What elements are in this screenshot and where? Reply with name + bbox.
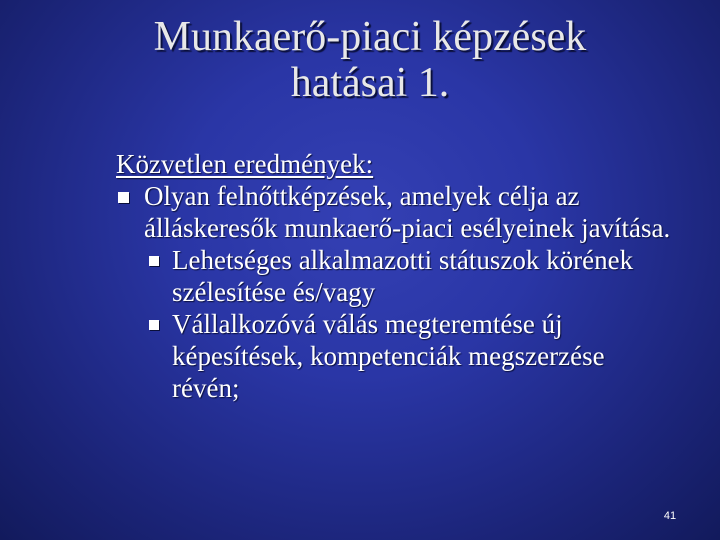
square-bullet-icon: [118, 192, 129, 203]
slide-title-line-1: Munkaerő-piaci képzések: [153, 14, 587, 60]
bullet-item: [116, 180, 676, 244]
sub-bullet-item: [146, 244, 676, 308]
subheading: Közvetlen eredmények:: [116, 149, 374, 179]
slide-title-line-2: hatásai 1.: [290, 60, 450, 106]
bullet-text: Olyan felnőttképzések, amelyek célja az álláskeresők munkaerő-piaci esélyeinek javítása.: [144, 181, 671, 243]
sub-bullet-text: Lehetséges alkalmazotti státuszok körének szélesítése és/vagy: [172, 245, 634, 307]
page-number: 41: [663, 510, 677, 522]
slide-title: [60, 14, 680, 106]
sub-bullet-item: [146, 308, 676, 404]
square-bullet-icon: [149, 256, 159, 266]
sub-bullet-text: Vállalkozóvá válás megteremtése új képesítések, kompetenciák megszerzése révén;: [172, 309, 605, 403]
square-bullet-icon: [149, 320, 159, 330]
slide-body: [116, 148, 676, 404]
